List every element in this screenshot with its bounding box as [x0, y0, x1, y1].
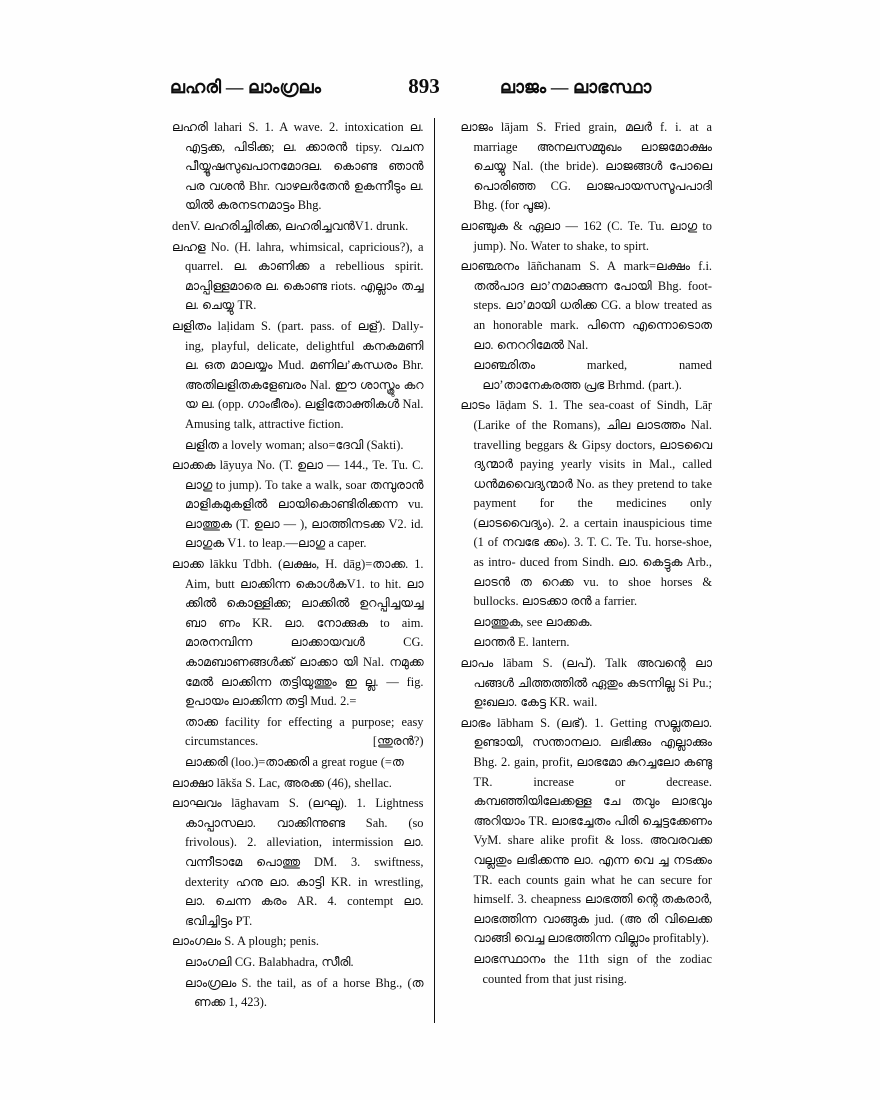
entry-line: ണം KR. ലാ. നോക്കുക to aim. മാരനമ്പിന്ന — [185, 615, 424, 650]
entry-line: രി വിലെക്ക വാങ്ങി വെച്ച ലാഭത്തിന്ന വില്ലാം — [473, 911, 712, 946]
entry-langali — [172, 953, 424, 973]
entry-line: ലാംഗലി CG. Balabhadra, സീരി. — [185, 954, 354, 969]
entry-line: ലളിത a lovely woman; also=ദേവി (Sakti). — [185, 437, 404, 452]
entry-line: ലഹരി lahari S. 1. A wave. 2. intoxication — [172, 120, 404, 134]
entry-line: ലഹള No. (H. lahra, whimsical, capricious?), — [172, 239, 413, 254]
body-columns — [172, 118, 712, 1048]
entry-line: ലാഞ്ഛിതം marked, named ലാʼതാനേകരത്ത — [473, 358, 712, 392]
entry-labhasthanam — [461, 950, 713, 989]
left-column — [172, 118, 434, 1048]
entry-line: മാപ്പിള്ളമാരെ ല. കൊണ്ട riots. എല്ലാം തച്ച — [185, 278, 424, 293]
running-head-left: ലഹരി — ലാംഗ്രലം — [170, 77, 322, 97]
entry-line: ലാഞ്ചുക & ഏലാ — 162 (C. Te. Tu. ലാഗു to — [460, 218, 712, 233]
entry-labham — [461, 714, 713, 949]
entry-line: increase or decrease. കമ്പഞ്ഞിയിലേക്കള്ള ചേ — [473, 774, 712, 809]
entry-line: ണക്ക 1, 423). — [194, 995, 267, 1010]
entry-line: ലാക്കക lāyuya No. (T. ഉലാ — 144., Te. Tu. C. — [172, 458, 424, 473]
entry-line: ലാഞ്ഛനം lāñchanam S. A mark=ലക്ഷം f.i. — [460, 259, 712, 274]
entry-line: ച്ച നടക്കം TR. each counts gain what he can — [473, 852, 712, 887]
entry-lahala — [172, 238, 424, 316]
entry-line: യ ല. (opp. ഗാംഭീരം). ലളിതോക്തികൾ Nal. — [185, 397, 424, 412]
entry-line: secure for himself. 3. cheapness ലാഭത്തി — [473, 872, 712, 907]
entry-lahari — [172, 118, 424, 216]
entry-line: circumstances. — [185, 734, 259, 749]
entry-line: 2. a certain inauspicious time (1 of നവഭേ — [473, 515, 712, 550]
entry-lanjuka — [461, 217, 713, 256]
entry-line: duced from Sindh. ലാ. കെട്ടുക Arb., ലാടൻ ത — [473, 555, 712, 589]
entry-line: വശൻ Bhr. വാഴലർതേൻ ഉകന്നീടും ല. യിൽ — [185, 178, 424, 213]
entry-line: അവരവക്ക വല്ലതും ലഭിക്കന്നു ലാ. എന്ന വെ — [473, 833, 712, 867]
entry-line: ധൻമവൈദ്യന്മാർ No. as they pretend to take — [473, 476, 712, 491]
entry-line: ലാക്ഷാ lākša S. Lac, അരക്ക (46), shellac. — [172, 775, 392, 790]
entry-line: payment for the medicines only (ലാടവൈദ്യം). — [473, 496, 712, 530]
entry-lakku — [172, 555, 424, 712]
entry-line: കരനടനമാട്ടം Bhg. — [216, 198, 322, 213]
entry-line: ച്ചെട്ടക്കേണം VyM. share alike profit & loss. — [473, 813, 712, 848]
entry-line: ഉഃഖലാ. കേട്ട KR. wail. — [473, 695, 598, 710]
entry-line: രൻ a farrier. — [570, 594, 638, 609]
entry-lalidam — [172, 317, 424, 435]
entry-line: ഉണ്ടായി, സന്താനലാ. ലഭിക്കും എല്ലാക്കും Bhg. — [473, 735, 712, 769]
entry-line: പ്രഭ Brhmd. (part.). — [583, 377, 682, 392]
entry-line: 1. Aim, butt ലാക്കിന്ന കൊൾകV1. to hit. ലാ — [185, 557, 424, 591]
entry-line: യി Nal. നമുക്ക മേൽ ലാക്കിന്ന തട്ടിയുത്തും ഇ — [185, 655, 424, 689]
entry-line: Amusing talk, attractive fiction. — [185, 416, 344, 431]
entry-line: steps. ലാʼമായി ധരിക്ക CG. a blow treated — [473, 298, 698, 313]
entry-line: ലാഗുക V1. to leap.—ലാഗു a caper. — [185, 536, 367, 551]
entry-line: ലാഗു to jump). To take a walk, soar തമ്പുരാൻ — [185, 477, 424, 492]
entry-line: AR. 4. contempt ലാ. ഭവിച്ചിട്ടം PT. — [185, 894, 424, 928]
entry-line: ദ്യന്മാർ paying yearly visits in Mal., called — [473, 457, 712, 472]
entry-line: ലാക്ക lākku Tdbh. (ലക്ഷം, H. dāg)=താക്ക. — [172, 557, 409, 572]
entry-line: താക്ക facility for effecting a purpose; easy — [185, 714, 424, 729]
entry-line: jump). No. Water to shake, to spirt. — [473, 238, 649, 253]
entry-line: കാപ്പാസലാ. വാക്കിന്നുണ്ട Sah. (so frivolous). — [185, 815, 424, 850]
right-column — [435, 118, 713, 1048]
entry-langalam — [172, 932, 424, 952]
entry-line: ല്ല. — fig. ഉപായം ലാക്കിന്ന തട്ടി Mud. 2.= — [185, 674, 424, 709]
entry-lajam — [461, 118, 713, 216]
entry-laghavam — [172, 794, 424, 931]
entry-line: ലളിതം laḷidam S. (part. pass. of ലള്). Dally- — [172, 318, 424, 333]
entry-line: ലാത്തുക, see ലാക്കക. — [473, 614, 593, 629]
entry-line: CG. ലാജപായസസൂപപാദി Bhg. (for പൂജ). — [473, 178, 712, 213]
entry-lahari-derivative — [172, 217, 424, 237]
entry-line: ല. ഒത മാലയ്യം Mud. മണിലʼകന്ധരം Bhr. — [185, 358, 424, 373]
entry-line: ലാത്തുക (T. ഉലാ — ), ലാത്തിനടക്ക V2. id. — [185, 516, 424, 531]
entry-line: ന്റെ തകരാർ, ലാഭത്തിന്ന വാങ്ങുക jud. (അ — [473, 892, 712, 926]
entry-line: പങ്ങൾ ചിത്തത്തിൽ ഏതും കടന്നില്ല Si Pu.; — [473, 675, 712, 690]
entry-line: ലാജം lājam S. Fried grain, മലർ f. i. at a — [460, 120, 712, 134]
entry-line: marriage അനലസമ്മുഖം ലാജമോക്ഷം ചെയ്യു — [473, 139, 712, 174]
entry-lattuka — [461, 613, 713, 633]
entry-lantar — [461, 633, 713, 653]
entry-line: Nal. (the bride). ലാജങ്ങൾ പോലെ പൊരിഞ്ഞ — [473, 159, 712, 193]
entry-line: ലാടം lāḍam S. 1. The sea-coast of Sindh, Lāṛ — [460, 398, 712, 413]
entry-line: ing, playful, delicate, delightful കനകമണി — [185, 338, 424, 353]
entry-line: ലാ. നെററിമേൽ Nal. — [473, 337, 589, 352]
entry-line: 2. alleviation, intermission ലാ. വന്നീടാമേ — [185, 835, 424, 869]
entry-labam — [461, 654, 713, 713]
entry-bracket-note: [ന്തുരൻ?) — [372, 734, 424, 749]
entry-layuya — [172, 456, 424, 554]
entry-lanchanam — [461, 257, 713, 355]
entry-line: denV. ലഹരിച്ചിരിക്ക, ലഹരിച്ചവൻV1. drunk. — [172, 218, 409, 233]
entry-line: പീയ്യൂഷസുഖപാനമോദല. കൊണ്ട ഞാൻ പര — [185, 159, 424, 193]
entry-line: ലാ. കാട്ടി KR. in wrestling, ലാ. ചെന്ന കരം — [185, 874, 424, 909]
entry-line: as an honorable mark. പിന്നെ എന്നൊടൊത — [473, 298, 712, 332]
entry-line: ലാംഗ്രലം S. the tail, as of a horse Bhg., (ത — [185, 975, 424, 990]
entry-lakkari — [172, 753, 424, 773]
entry-line: ക്കിൽ കൊള്ളിക്ക; ലാക്കിൽ ഉറപ്പിച്ചയച്ച ബാ — [185, 596, 424, 630]
page-number: 893 — [408, 74, 440, 98]
running-head — [170, 74, 710, 104]
entry-line: ലാംഗലം S. A plough; penis. — [172, 934, 319, 949]
entry-line: ലാഭം lābham S. (ലഭ്). 1. Getting സല്ലതലാ. — [460, 715, 712, 730]
entry-line: ലാഘവം lāghavam S. (ലഘു). 1. Lightness — [172, 796, 424, 811]
entry-line: 2. gain, profit, ലാഭമോ കുറച്ചലോ കണ്ടു TR. — [473, 755, 712, 789]
entry-line: ലാക്കായവൾ CG. കാമബാണങ്ങൾക്ക് ലാക്കാ — [185, 635, 424, 670]
entry-laksa — [172, 774, 424, 794]
entry-lakku-cont — [172, 713, 424, 752]
entry-line: ക്കം). 3. T. C. Te. Tu. horse-shoe, as intro- — [473, 535, 712, 570]
entry-line: a quarrel. ല. കാണിക്ക a rebellious spirit. — [185, 239, 424, 274]
entry-line: ല. ചെയ്യു TR. — [185, 298, 257, 313]
entry-line: travelling beggars & Gipsy doctors, ലാടവൈ — [473, 437, 712, 452]
entry-line: ലാഭസ്ഥാനം the 11th sign of the zodiac counted — [473, 951, 712, 986]
entry-line: (Larike of the Romans), ചില ലാടത്തം Nal. — [473, 417, 712, 432]
entry-langrulam — [172, 974, 424, 1013]
entry-line: മാളികമുകളിൽ ലായികൊണ്ടിരിക്കന്ന vu. — [185, 497, 424, 512]
entry-line: ല. എട്ടക്ക, പിടിക്ക; ല. ക്കാരൻ tipsy. വചന — [185, 120, 424, 154]
entry-ladam — [461, 396, 713, 612]
entry-line: തവും ലാഭവും അറിയാം TR. ലാഭച്ചേതം പിരി — [473, 794, 712, 828]
entry-line: അതിലളിതകളേബരം Nal. ഈ ശാസ്ത്രും കറ — [185, 377, 424, 392]
entry-line: തൽപാദ ലാʼനമാക്കുന്ന പോയി Bhg. foot- — [473, 278, 712, 293]
entry-line: from that just rising. — [525, 971, 627, 986]
entry-lanchidam — [461, 356, 713, 395]
entry-line: ലാപം lābam S. (ലപ്). Talk അവന്റെ ലാ — [460, 656, 712, 671]
entry-lalida-sub — [172, 436, 424, 456]
entry-line: ലാന്തർ E. lantern. — [473, 635, 570, 650]
entry-line: പൊത്തു DM. 3. swiftness, dexterity ഹനു — [185, 854, 424, 889]
entry-line: profitably). — [652, 931, 709, 946]
entry-line: റെക്ക vu. to shoe horses & bullocks. ലാടക്കാ — [473, 574, 712, 609]
running-head-right: ലാജം — ലാഭസ്ഥാ — [500, 77, 652, 97]
entry-line: ലാക്കരി (loo.)=താക്കരി a great rogue (=ത — [185, 755, 404, 769]
